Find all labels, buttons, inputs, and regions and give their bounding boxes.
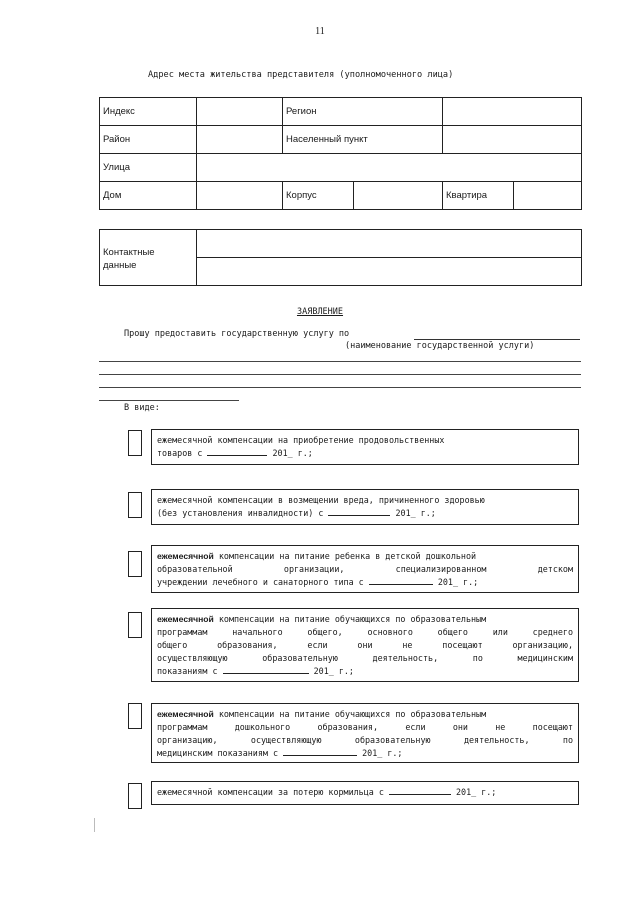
breadwinner-checkbox[interactable] (128, 783, 142, 809)
preschool-meals-line3-prefix: учреждении лечебного и санаторного типа с (157, 577, 364, 587)
harm-date-field[interactable] (328, 507, 390, 516)
food-line2 (157, 447, 573, 460)
address-table (99, 97, 582, 210)
service-line-2[interactable] (99, 374, 581, 375)
preschool-meals-line3 (157, 576, 573, 589)
school-meals-bold: ежемесячной (157, 614, 214, 624)
school-meals-option (151, 608, 579, 682)
harm-compensation-option (151, 489, 579, 525)
school-meals-line5 (157, 665, 573, 678)
school-meals-date-field[interactable] (223, 665, 309, 674)
breadwinner-date-field[interactable] (389, 786, 451, 795)
settlement-field[interactable] (443, 126, 582, 154)
school-meals-checkbox[interactable] (128, 612, 142, 638)
school-meals-line4: осуществляющую образовательную деятельность, по медицинским (157, 653, 573, 663)
preschool-program-meals-line2: программам дошкольного образования, если они не посещают (157, 722, 573, 732)
apartment-field[interactable] (514, 182, 582, 210)
harm-line2 (157, 507, 573, 520)
settlement-label: Населенный пункт (283, 126, 443, 154)
preschool-meals-checkbox[interactable] (128, 551, 142, 577)
apartment-label: Квартира (443, 182, 514, 210)
building-field[interactable] (354, 182, 443, 210)
house-field[interactable] (197, 182, 283, 210)
preschool-program-meals-bold: ежемесячной (157, 709, 214, 719)
school-meals-line3: общего образования, если они не посещают организацию, (157, 640, 573, 650)
preschool-meals-bold: ежемесячной (157, 551, 214, 561)
food-line2-suffix: 201_ г.; (272, 448, 313, 458)
food-line2-prefix: товаров с (157, 448, 203, 458)
harm-line1: ежемесячной компенсации в возмещении вреда, причиненного здоровью (157, 495, 485, 505)
contact-label (100, 230, 197, 286)
school-meals-line5-suffix: 201_ г.; (313, 666, 354, 676)
preschool-meals-line1 (157, 550, 573, 563)
page-number: 11 (315, 26, 325, 37)
preschool-program-meals-line4-suffix: 201_ г.; (362, 748, 403, 758)
school-meals-line1-rest: компенсации на питание обучающихся по образовательным (218, 614, 487, 624)
food-compensation-option (151, 429, 579, 465)
preschool-program-meals-date-field[interactable] (283, 747, 357, 756)
statement-title (0, 307, 640, 317)
contact-label-line1: Контактные (103, 246, 155, 258)
street-field[interactable] (197, 154, 582, 182)
breadwinner-line1-prefix: ежемесячной компенсации за потерю кормильца с (157, 787, 384, 797)
preschool-program-meals-line1 (157, 708, 573, 721)
district-label: Район (100, 126, 197, 154)
school-meals-line1 (157, 613, 573, 626)
region-field[interactable] (443, 98, 582, 126)
index-field[interactable] (197, 98, 283, 126)
service-line-1[interactable] (99, 361, 581, 362)
contact-table (99, 229, 582, 286)
contact-field-1[interactable] (197, 230, 582, 258)
service-name-field[interactable] (414, 339, 580, 340)
building-label: Корпус (283, 182, 354, 210)
harm-line2-suffix: 201_ г.; (395, 508, 436, 518)
statement-title-text: ЗАЯВЛЕНИЕ (296, 307, 344, 317)
food-compensation-checkbox[interactable] (128, 430, 142, 456)
breadwinner-option (151, 781, 579, 805)
in-form-label: В виде: (124, 403, 160, 413)
preschool-program-meals-line1-rest: компенсации на питание обучающихся по образовательным (218, 709, 487, 719)
service-hint: (наименование государственной услуги) (345, 341, 535, 351)
breadwinner-line1-suffix: 201_ г.; (456, 787, 497, 797)
house-label: Дом (100, 182, 197, 210)
contact-label-line2: данные (103, 259, 137, 271)
street-label: Улица (100, 154, 197, 182)
food-line1: ежемесячной компенсации на приобретение продовольственных (157, 435, 445, 445)
preschool-program-meals-line3: организацию, осуществляющую образовательную деятельность, по (157, 735, 573, 745)
preschool-program-meals-option (151, 703, 579, 763)
harm-line2-prefix: (без установления инвалидности) с (157, 508, 324, 518)
preschool-program-meals-checkbox[interactable] (128, 703, 142, 729)
food-date-field[interactable] (207, 447, 267, 456)
preschool-program-meals-line4 (157, 747, 573, 760)
service-line-3[interactable] (99, 387, 581, 388)
address-section-title: Адрес места жительства представителя (уполномоченного лица) (148, 70, 454, 80)
index-label: Индекс (100, 98, 197, 126)
contact-field-2[interactable] (197, 258, 582, 286)
region-label: Регион (283, 98, 443, 126)
preschool-meals-line3-suffix: 201_ г.; (437, 577, 479, 587)
school-meals-line2: программам начального общего, основного общего или среднего (157, 627, 573, 637)
harm-compensation-checkbox[interactable] (128, 492, 142, 518)
preschool-meals-option (151, 545, 579, 593)
service-line-4[interactable] (99, 400, 239, 401)
district-field[interactable] (197, 126, 283, 154)
scan-mark (94, 818, 95, 832)
breadwinner-line1 (157, 786, 573, 799)
preschool-meals-line2: образовательной организации, специализированном детском (157, 564, 573, 574)
preschool-program-meals-line4-prefix: медицинским показаниям с (157, 748, 279, 758)
request-text: Прошу предоставить государственную услугу по (124, 329, 350, 339)
preschool-meals-line1-rest: компенсации на питание ребенка в детской дошкольной (218, 551, 477, 561)
school-meals-line5-prefix: показаниям с (157, 666, 218, 676)
preschool-meals-date-field[interactable] (369, 576, 433, 585)
